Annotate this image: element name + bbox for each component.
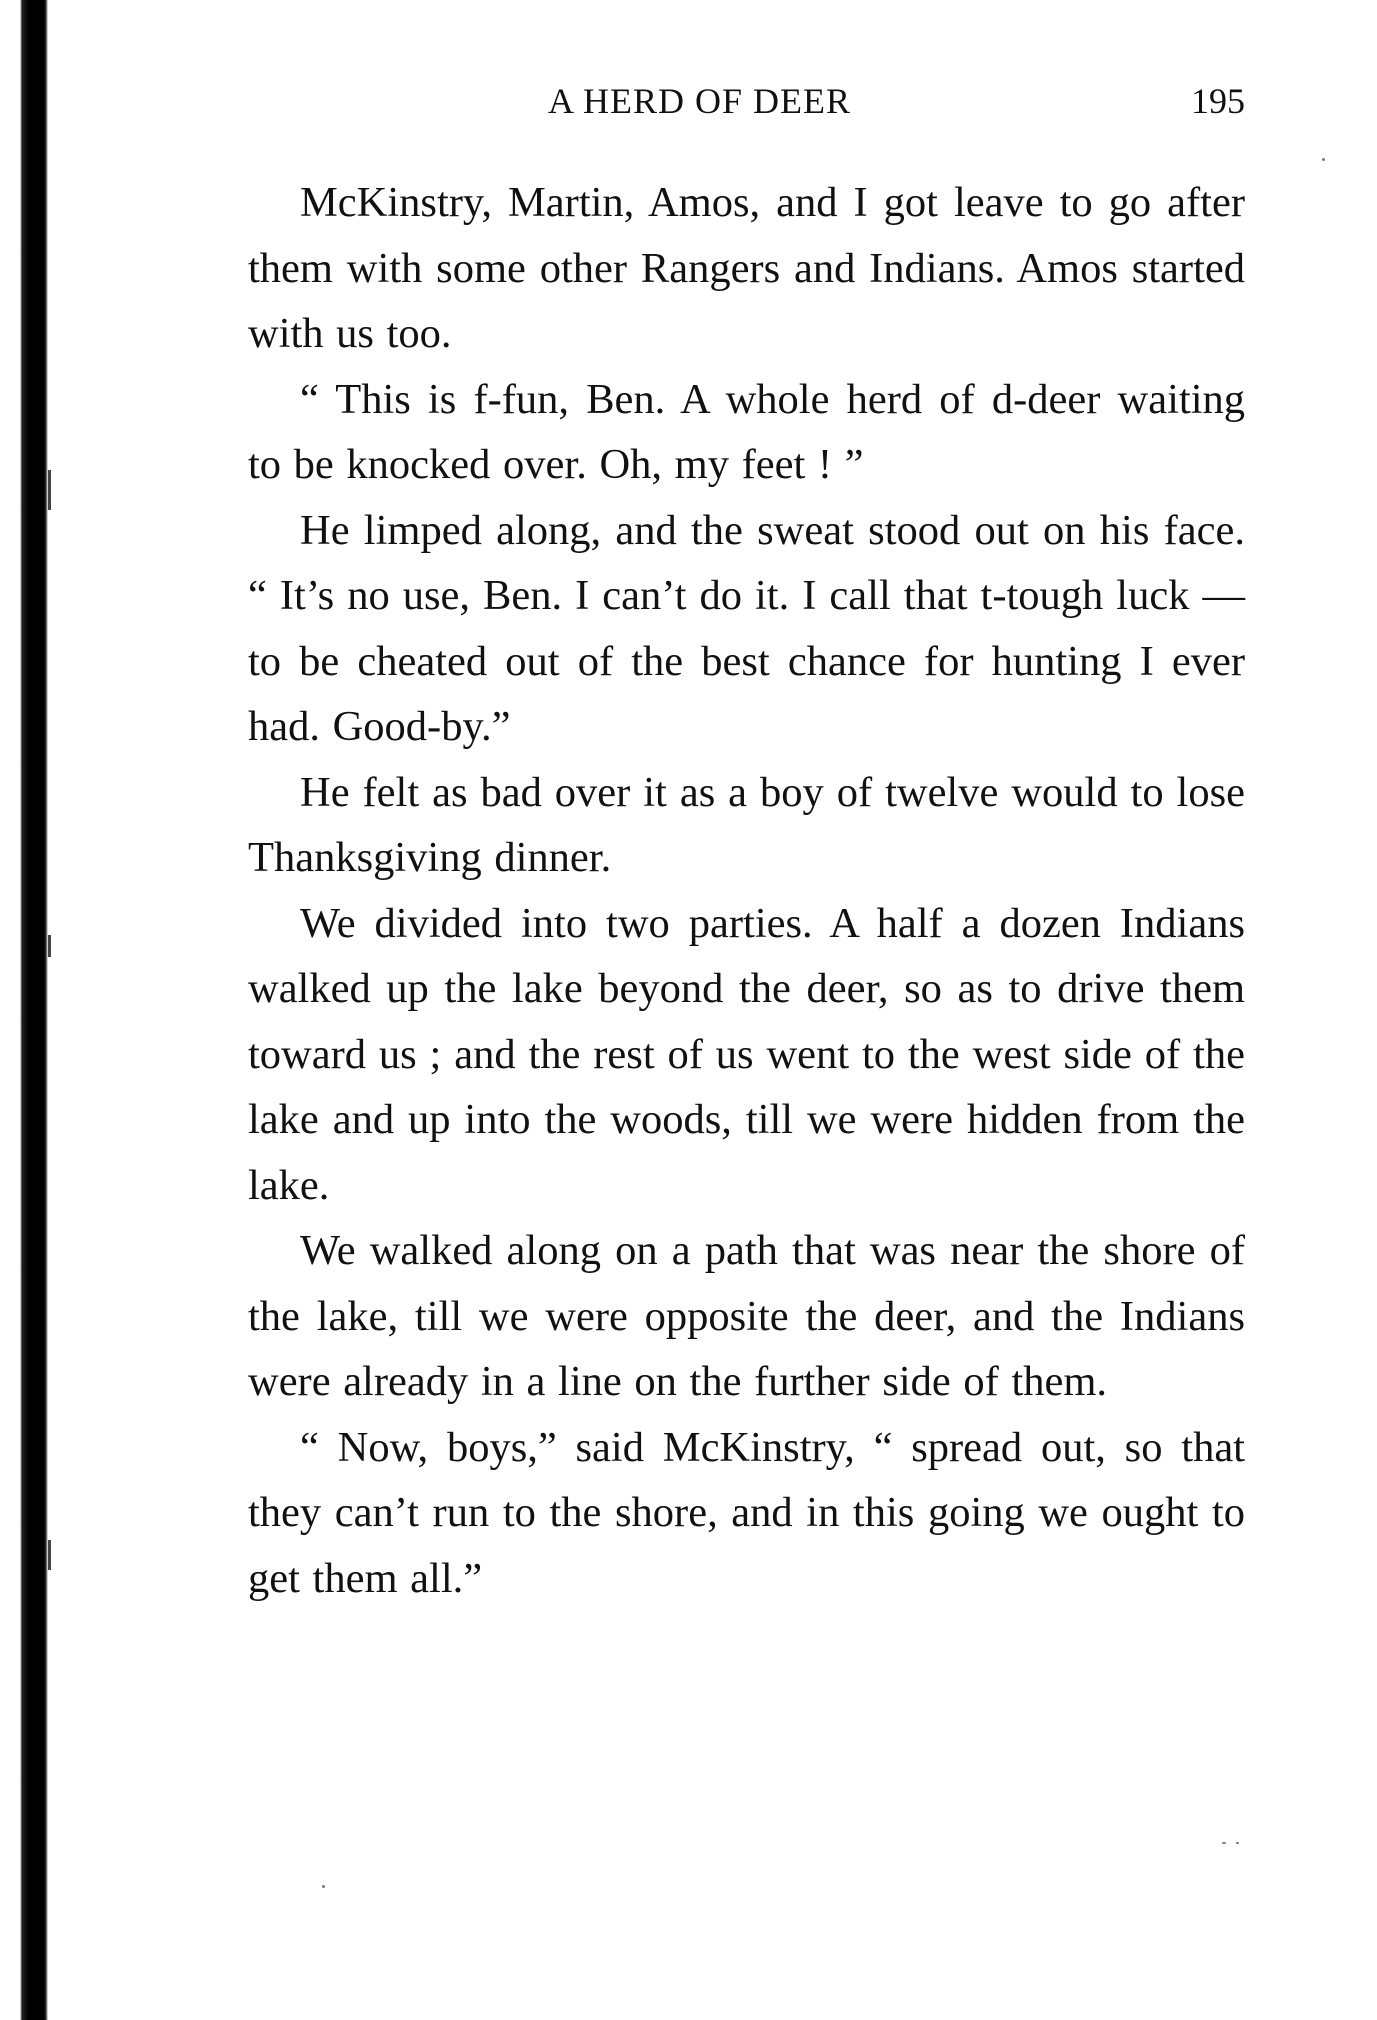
running-head — [248, 80, 1245, 130]
paper-speck — [1322, 158, 1325, 161]
binding-fleck — [48, 1540, 51, 1570]
binding-fleck — [48, 935, 51, 957]
paragraph: We walked along on a path that was near the shore of the lake, till we were opposite the deer, and the Indians were already in a line on the further side of them. — [248, 1227, 1245, 1405]
binding-edge — [0, 0, 48, 2020]
paper-speck — [1236, 1842, 1239, 1844]
paragraph: McKinstry, Martin, Amos, and I got leave to go after them with some other Rangers and Indians. Amos started with us too. — [248, 179, 1245, 357]
page-number: 195 — [1191, 81, 1245, 121]
paragraph: He limped along, and the sweat stood out on his face. “ It’s no use, Ben. I can’t do it. I call that t-tough luck — to be cheated out of the best chance for hunting I ever had. Good-by.” — [248, 506, 1245, 750]
paragraph: We divided into two parties. A half a dozen Indians walked up the lake beyond the deer, so as to drive them toward us ; and the rest of us went to the west side of the lake and up into the woods, till we were hidden from the lake. — [248, 899, 1245, 1209]
paragraph: “ This is f-fun, Ben. A whole herd of d-deer waiting to be knocked over. Oh, my feet ! ” — [248, 375, 1245, 488]
paragraph: “ Now, boys,” said McKinstry, “ spread out, so that they can’t run to the shore, and in this going we ought to get them all.” — [248, 1423, 1245, 1602]
chapter-title: A HERD OF DEER — [548, 81, 852, 121]
body-text — [248, 170, 1245, 1611]
paper-speck — [1222, 1842, 1226, 1844]
binding-fleck — [48, 470, 51, 510]
paper-speck — [322, 1885, 325, 1888]
paragraph: He felt as bad over it as a boy of twelve would to lose Thanksgiving dinner. — [248, 768, 1245, 881]
